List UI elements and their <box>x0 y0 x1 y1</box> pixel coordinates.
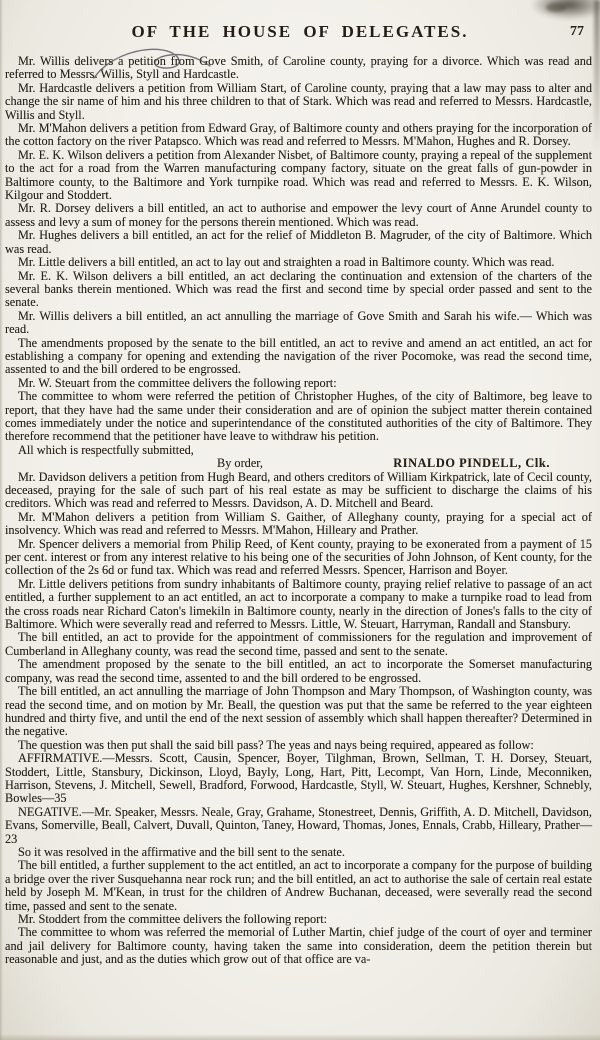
signature-byline: By order, <box>217 456 263 471</box>
paragraph: The amendment proposed by the senate to the bill entitled, an act to incorporate the Somerset manufacturing company, was read the second time, assented to and the bill ordered to be engrossed. <box>5 657 592 685</box>
paragraph: Mr. Davidson delivers a petition from Hugh Beard, and others creditors of William Kirkpatrick, late of Cecil county, deceased, praying for the sale of such part of his real estate as may be sufficient to discharge the claims of his creditors. Which was read and referred to Messrs. Davidson, A. D. Mitchell and Beard. <box>5 469 592 511</box>
running-title: OF THE HOUSE OF DELEGATES. <box>131 22 469 41</box>
clerk-name: RINALDO PINDELL, Clk. <box>393 456 550 471</box>
paragraph: AFFIRMATIVE.—Messrs. Scott, Causin, Spencer, Boyer, Tilghman, Brown, Sellman, T. H. Dorsey, Steuart, Stoddert, Little, Stansbury, Dickinson, Lloyd, Bayly, Long, Hart, Pitt, Lecompt, Van Horn, Linde, Meconniken, Harrison, Stevens, J. Mitchell, Sewell, Bradford, Forwood, Hardcastle, Styll, W. Steuart, Hughes, Kershner, Schnebly, Bowles—35 <box>5 751 592 806</box>
paragraph: The question was then put shall the said bill pass? The yeas and nays being required, appeared as follow: <box>18 737 534 752</box>
paragraph: Mr. Little delivers petitions from sundry inhabitants of Baltimore county, praying relief relative to passage of an act entitled, a further supplement to an act entitled, an act to incorporate a company to make a turnpike road to lead from the cross roads near Richard Caton's limekiln in Baltimore county, nearly in the direction of Jones's falls to the city of Baltimore. Which were severally read and referred to Messrs. Little, W. Steuart, Harryman, Randall and Stansbury. <box>5 576 592 632</box>
scan-edge-shadow-bottom <box>0 1034 600 1040</box>
paragraph: The amendments proposed by the senate to the bill entitled, an act to revive and amend an act entitled, an act for establishing a company for opening and extending the navigation of the river Pocomoke, was read the second time, assented to and the bill ordered to be engrossed. <box>5 335 592 377</box>
signature-line <box>5 457 592 470</box>
paragraph: Mr. Hardcastle delivers a petition from William Start, of Caroline county, praying that a law may pass to alter and change the sir name of him and his three children to that of Stark. Which was read and referred to Messrs. Hardcastle, Willis and Styll. <box>5 80 592 122</box>
paragraph: Mr. Spencer delivers a memorial from Philip Reed, of Kent county, praying to be exonerated from a payment of 15 per cent. interest or from any interest relative to his being one of the securities of John Johnson, of Kent county, for the collection of the 2s 6d or fund tax. Which was read and referred Messrs. Spencer, Harrison and Boyer. <box>5 536 592 578</box>
paragraph: Mr. E. K. Wilson delivers a bill entitled, an act declaring the continuation and extension of the charters of the several banks therein mentioned. Which was read the first and second time by special order passed and sent to the senate. <box>5 268 592 310</box>
paragraph: Mr. Willis delivers a bill entitled, an act annulling the marriage of Gove Smith and Sarah his wife.— Which was read. <box>5 308 592 337</box>
paragraph: Mr. W. Steuart from the committee delivers the following report: <box>18 375 337 390</box>
paragraph: Mr. Hughes delivers a bill entitled, an act for the relief of Middleton B. Magruder, of the city of Baltimore. Which was read. <box>5 228 592 256</box>
paragraph: The committee to whom was referred the memorial of Luther Martin, chief judge of the court of oyer and terminer and jail delivery for Baltimore county, having taken the same into consideration, deem the petition therein but reasonable and just, and as the duties which grow out of that office are va- <box>5 925 592 967</box>
paragraph: The bill entitled, a further supplement to the act entitled, an act to incorporate a company for the purpose of building a bridge over the river Susquehanna near rock run; and the bill entitled, an act to authorise the sale of certain real estate held by Joseph M. M'Kean, in trust for the children of Andrew Buchanan, deceased, were severally read the second time, passed and sent to the senate. <box>5 858 592 913</box>
paragraph: So it was resolved in the affirmative and the bill sent to the senate. <box>18 844 345 859</box>
paragraph: Mr. M'Mahon delivers a petition from William S. Gaither, of Alleghany county, praying for a special act of insolvency. Which was read and referred to Messrs. M'Mahon, Hilleary and Prather. <box>5 509 592 538</box>
paragraph: The bill entitled, an act to provide for the appointment of commissioners for the regulation and improvement of Cumberland in Alleghany county, was read the second time, passed and sent to the senate. <box>5 630 592 658</box>
page-header <box>0 0 600 46</box>
paragraph: Mr. M'Mahon delivers a petition from Edward Gray, of Baltimore county and others praying for the incorporation of the cotton factory on the river Patapsco. Which was read and referred to Messrs. M'Mahon, Hughes and R. Dorsey. <box>5 121 592 149</box>
paragraph: Mr. R. Dorsey delivers a bill entitled, an act to authorise and empower the levy court of Anne Arundel county to assess and levy a sum of money for the persons therein mentioned. Which was read. <box>5 201 592 229</box>
paragraph: All which is respectfully submitted, <box>18 442 194 457</box>
paragraph: Mr. Stoddert from the committee delivers the following report: <box>18 912 328 926</box>
paragraph: Mr. E. K. Wilson delivers a petition from Alexander Nisbet, of Baltimore county, praying a repeal of the supplement to the act for a road from the Warren manufacturing company factory, situate on the great falls of gun-powder in Baltimore county, to the Baltimore and York turnpike road. Which was read and referred to Messrs. E. K. Wilson, Kilgour and Stoddert. <box>5 147 592 203</box>
paragraph: Mr. Little delivers a bill entitled, an act to lay out and straighten a road in Baltimore county. Which was read. <box>18 255 555 270</box>
paragraph: The committee to whom were referred the petition of Christopher Hughes, of the city of Baltimore, beg leave to report, that they have had the same under their consideration and are of opinion the subject matter therein contained comes immediately under the notice and superintendance of the constituted authorities of the city of Baltimore. They therefore recommend that the petitioner have leave to withdraw his petition. <box>5 389 592 444</box>
paragraph: The bill entitled, an act annulling the marriage of John Thompson and Mary Thompson, of Washington county, was read the second time, and on motion by Mr. Beall, the question was put that the same be referred to the year eighteen hundred and thirty five, and until the end of the next session of assembly which shall happen thereafter? Determined in the negative. <box>5 684 592 739</box>
page-number: 77 <box>570 24 584 39</box>
text-body <box>0 46 600 967</box>
paragraph: Mr. Willis delivers a petition from Gove Smith, of Caroline county, praying for a divorce. Which was read and referred to Messrs. Willis, Styll and Hardcastle. <box>5 54 592 82</box>
paragraph: NEGATIVE.—Mr. Speaker, Messrs. Neale, Gray, Grahame, Stonestreet, Dennis, Griffith, A. D. Mitchell, Davidson, Evans, Somerville, Beall, Calvert, Duvall, Quinton, Taney, Howard, Thomas, Jones, Ennals, Crabb, Hilleary, Prather—23 <box>5 804 592 846</box>
